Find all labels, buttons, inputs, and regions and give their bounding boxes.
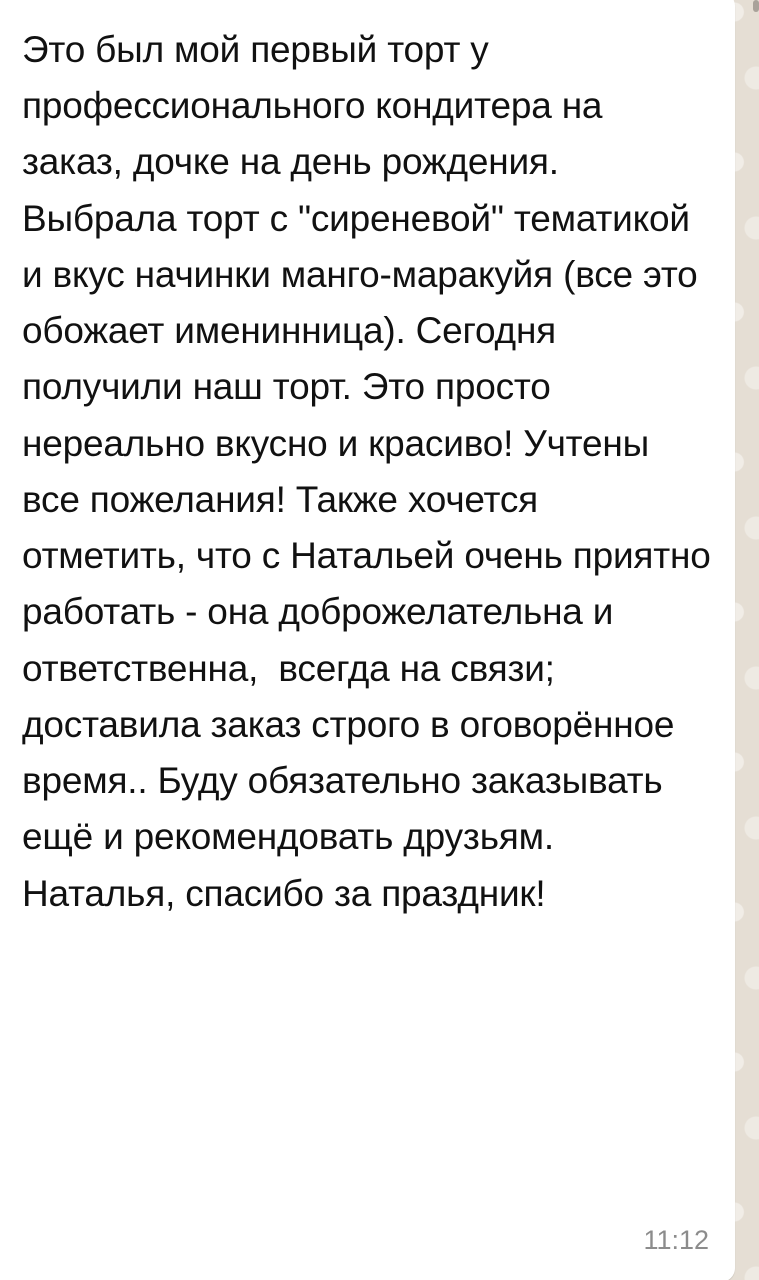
message-timestamp: 11:12 [643,1225,709,1255]
message-meta [643,1225,709,1256]
scrollbar[interactable] [753,0,759,1280]
message-text: Это был мой первый торт у профессионального кондитера на заказ, дочке на день рождения. Выбрала торт с "сиреневой" тематикой и вкус начинки манго-маракуйя (все это обожает именинница). Сегодня получили наш торт. Это просто нереально вкусно и красиво! Учтены все пожелания! Также хочется отметить, что с Натальей очень приятно работать - она доброжелательна и ответственна, всегда на связи; доставила заказ строго в оговорённое время.. Буду обязательно заказывать ещё и рекомендовать друзьям. Наталья, спасибо за праздник! [22,29,721,914]
scrollbar-thumb[interactable] [753,0,759,12]
